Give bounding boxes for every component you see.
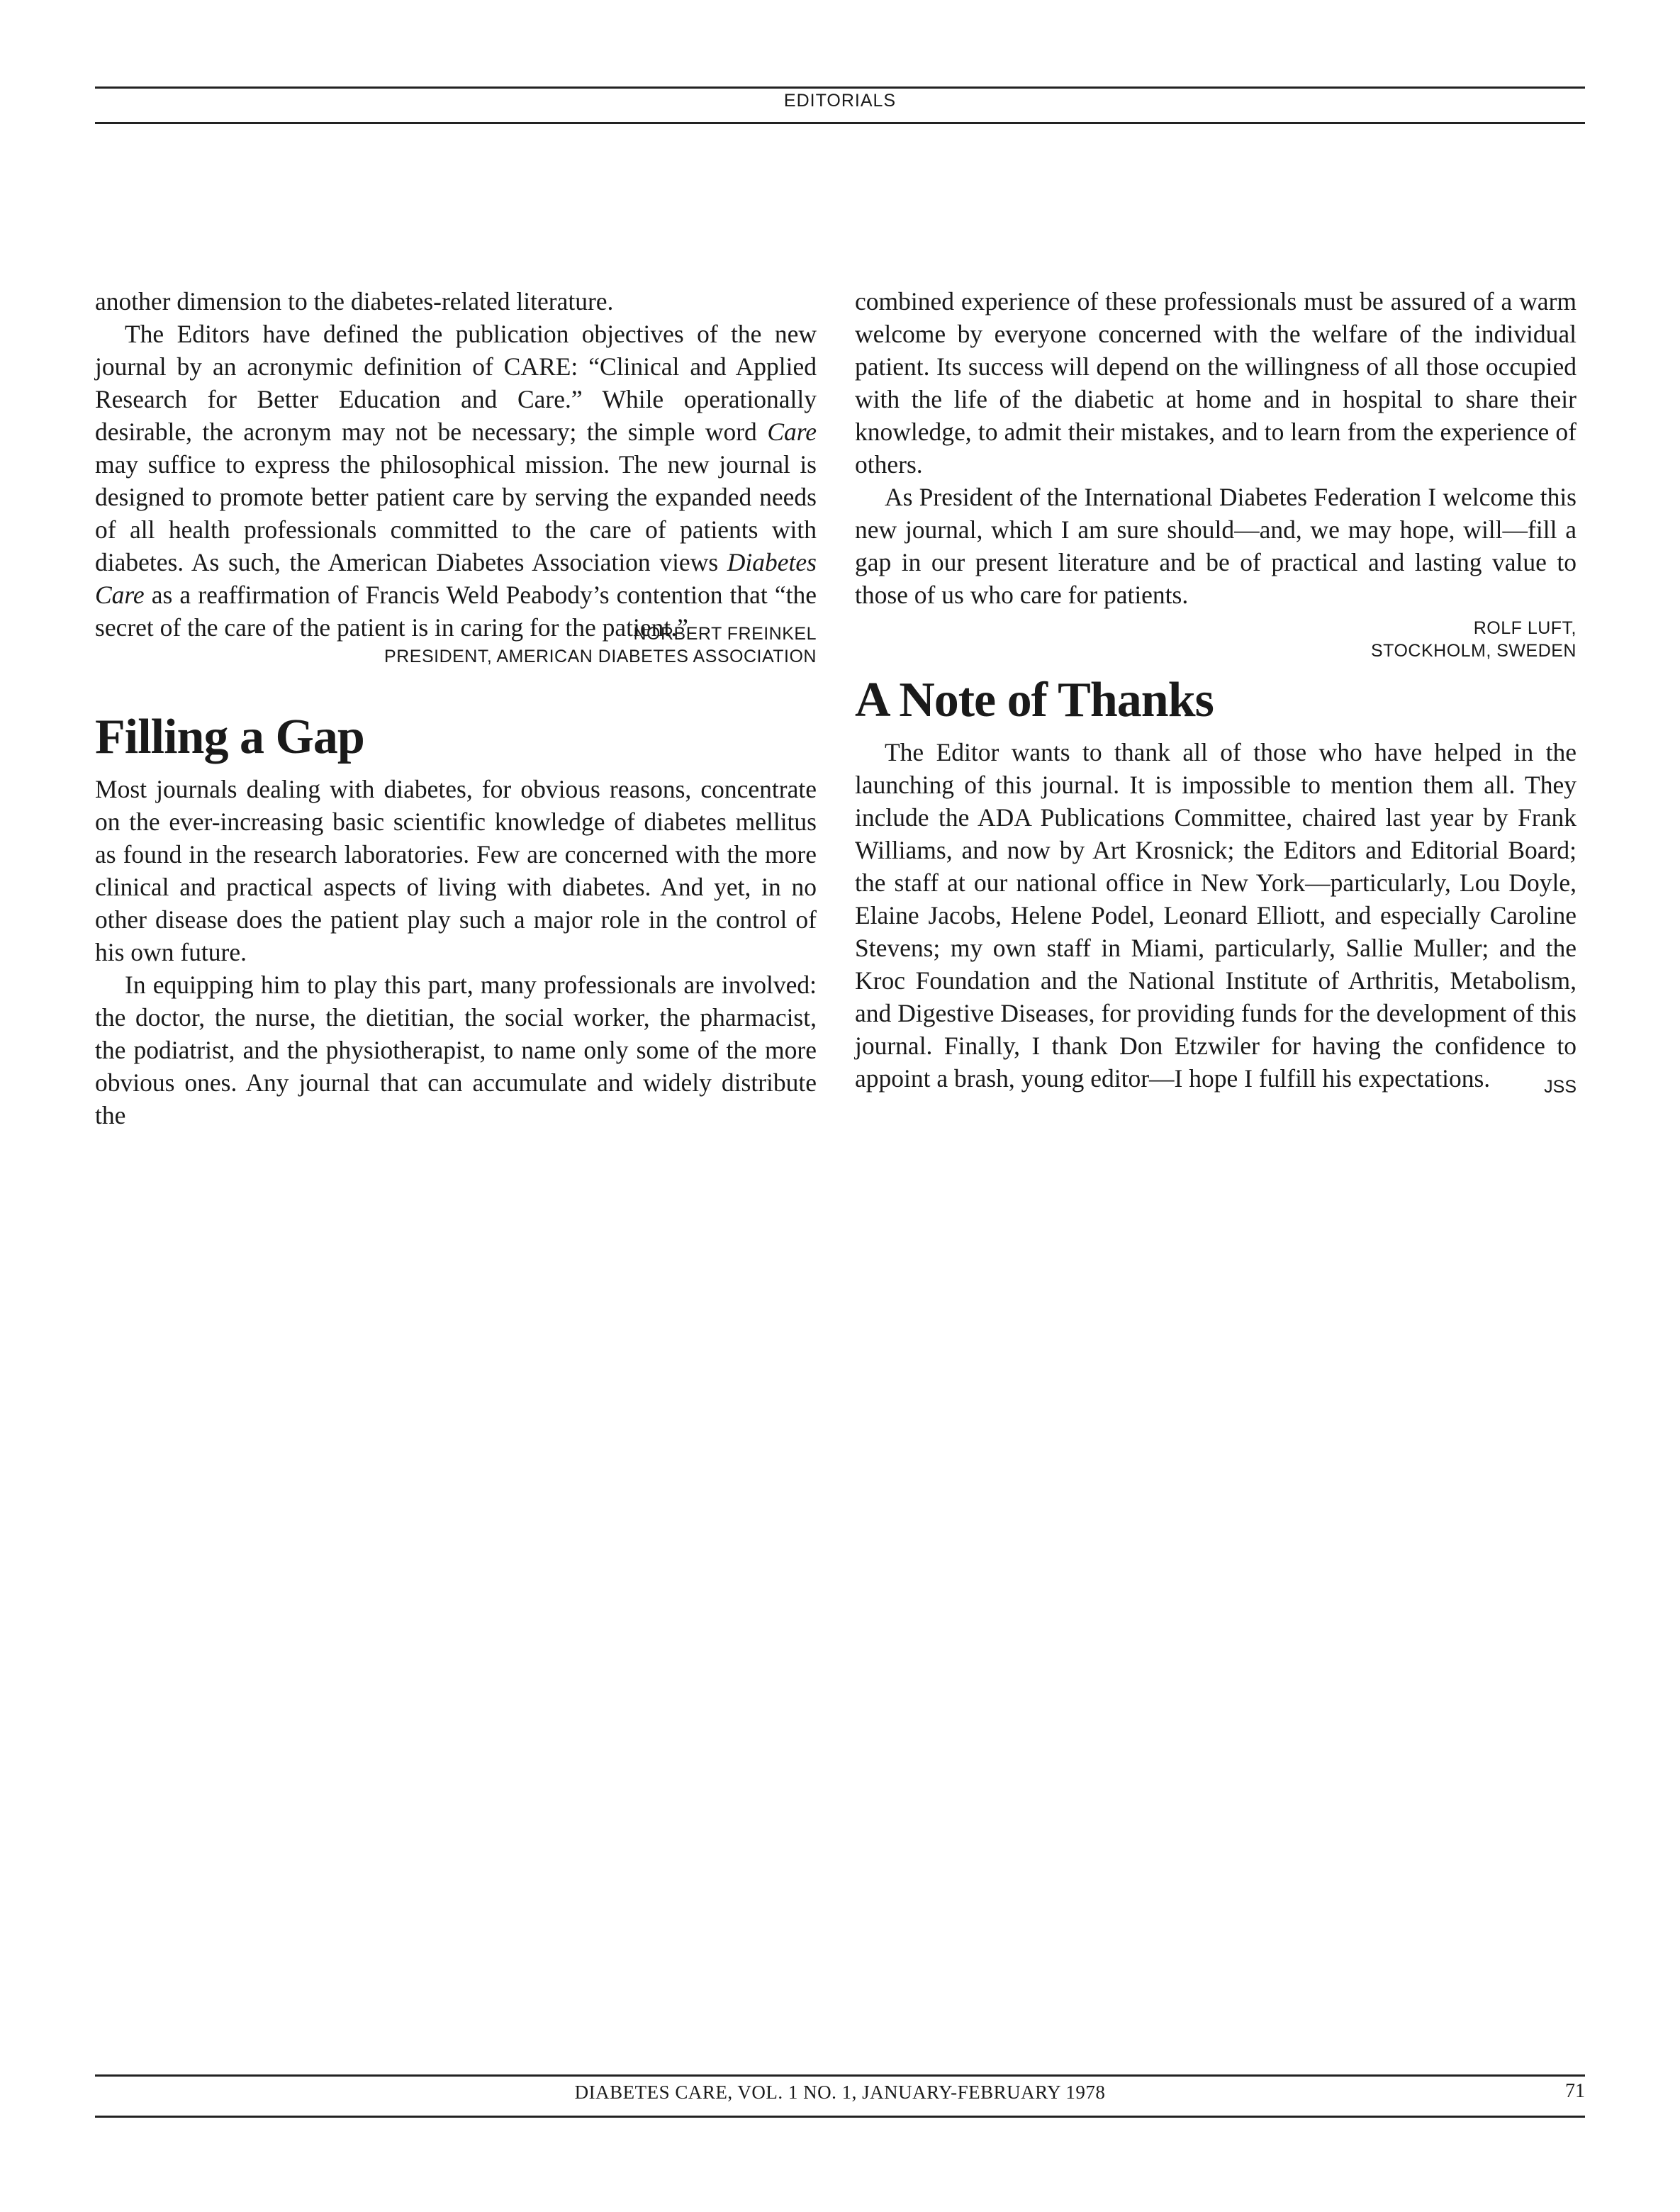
running-header: EDITORIALS: [783, 91, 897, 111]
footer-citation: DIABETES CARE, VOL. 1 NO. 1, JANUARY-FEBRUARY 1978: [574, 2082, 1106, 2103]
footer-bottom-rule: [95, 2116, 1585, 2118]
signature-freinkel-name: NORBERT FREINKEL: [633, 624, 817, 644]
continuation-paragraph-right: combined experience of these professionals must be assured of a warm welcome by everyone concerned with the welfare of the individual patient. Its success will depend on the willingness of all those occupied with the life of the diabetic at home and in hospital to share their knowledge, to admit their mistakes, and to learn from the experience of others.: [855, 287, 1577, 479]
heading-filling-a-gap: Filling a Gap: [95, 710, 364, 764]
care-italic: Care: [767, 418, 817, 446]
editor-initials: JSS: [1544, 1077, 1577, 1097]
signature-freinkel-title: PRESIDENT, AMERICAN DIABETES ASSOCIATION: [384, 647, 817, 666]
filling-gap-paragraph-1: Most journals dealing with diabetes, for obvious reasons, concentrate on the ever-increasing basic scientific knowledge of diabetes mellitus as found in the research laboratories. Few are concerned with the more clinical and practical aspects of living with diabetes. And yet, in no other disease does the patient play such a major role in the control of his own future.: [95, 775, 817, 966]
president-paragraph: As President of the International Diabetes Federation I welcome this new journal, which I am sure should—and, we may hope, will—fill a gap in our present literature and be of practical and lasting value to those of us who care for patients.: [855, 483, 1577, 609]
page-number: 71: [1565, 2080, 1585, 2102]
heading-note-of-thanks: A Note of Thanks: [855, 673, 1214, 727]
care-paragraph-text-2: may suffice to express the philosophical mission. The new journal is designed to promote better patient care by serving the expanded needs of all health professionals committed to the care of patients with diabetes. As such, the American Diabetes Association views: [95, 450, 817, 576]
thanks-paragraph-text: The Editor wants to thank all of those who have helped in the launching of this journal. It is impossible to mention them all. They include the ADA Publications Committee, chaired last year by Frank Williams, and now by Art Krosnick; the Editors and Editorial Board; the staff at our national office in New York—particularly, Lou Doyle, Elaine Jacobs, Helene Podel, Leonard Elliott, and especially Caroline Stevens; my own staff in Miami, particularly, Sallie Muller; and the Kroc Foundation and the National Institute of Arthritis, Metabolism, and Digestive Diseases, for providing funds for the development of this journal. Finally, I thank Don Etzwiler for having the confidence to appoint a brash, young editor—I hope I fulfill his expectations.: [855, 738, 1577, 1093]
care-paragraph-text-3: as a reaffirmation of Francis Weld Peabody’s contention that “the secret of the care of the patient is in caring for the patient.”: [95, 581, 817, 642]
signature-luft-location: STOCKHOLM, SWEDEN: [1370, 641, 1577, 661]
thanks-paragraph: [855, 736, 1577, 1095]
left-column: [95, 285, 817, 1132]
right-column: [855, 285, 1577, 1103]
care-paragraph: [95, 318, 817, 644]
footer-top-rule: [95, 2074, 1585, 2077]
care-paragraph-text-1: The Editors have defined the publication objectives of the new journal by an acronymic definition of CARE: “Clinical and Applied Research for Better Education and Care.” While operationally desirable, the acronym may not be necessary; the simple word: [95, 320, 817, 446]
diabetes-care-italic: Diabetes Care: [95, 548, 817, 609]
header-top-rule: [95, 86, 1585, 89]
continuation-paragraph-left: another dimension to the diabetes-related literature.: [95, 287, 614, 315]
header-bottom-rule: [95, 122, 1585, 124]
signature-luft-name: ROLF LUFT,: [1473, 618, 1577, 638]
filling-gap-paragraph-2: In equipping him to play this part, many professionals are involved: the doctor, the nurse, the dietitian, the social worker, the pharmacist, the podiatrist, and the physiotherapist, to name only some of the more obvious ones. Any journal that can accumulate and widely distribute the: [95, 971, 817, 1129]
